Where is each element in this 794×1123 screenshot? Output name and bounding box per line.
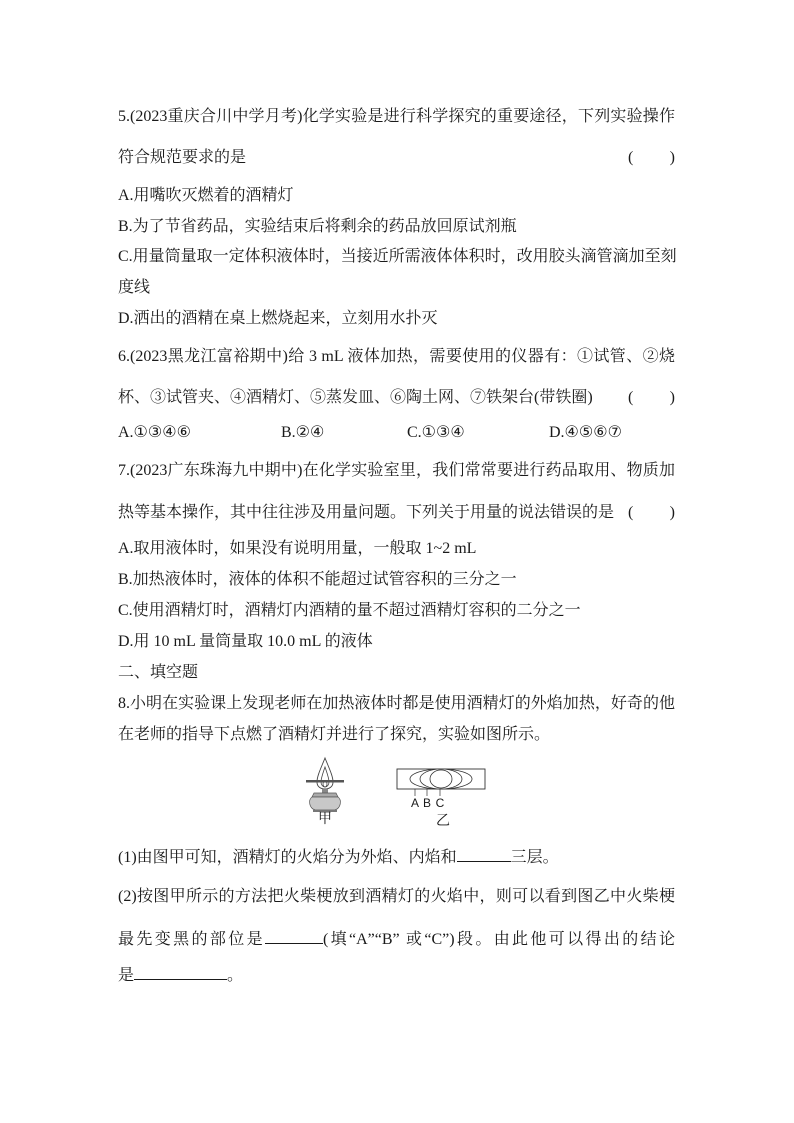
q7-option-a: A.取用液体时，如果没有说明用量，一般取 1~2 mL	[118, 540, 477, 557]
q8-stem-line-1: 8.小明在实验课上发现老师在加热液体时都是使用酒精灯的外焰加热，好奇的他	[118, 695, 675, 712]
q7-option-b: B.加热液体时，液体的体积不能超过试管容积的三分之一	[118, 571, 517, 588]
q7-stem-line-1: 7.(2023广东珠海九中期中)在化学实验室里，我们常常要进行药品取用、物质加	[118, 462, 675, 479]
lamp-flame-outer	[317, 758, 333, 789]
answer-blank	[457, 847, 511, 862]
lamp-body	[310, 797, 341, 810]
figure-label-yi: 乙	[436, 814, 450, 829]
segment-label-b: B	[422, 796, 431, 810]
q5-option-b: B.为了节省药品，实验结束后将剩余的药品放回原试剂瓶	[118, 218, 517, 235]
q6-answer-bracket: ( )	[628, 389, 675, 406]
q7-option-d: D.用 10 mL 量筒量取 10.0 mL 的液体	[118, 633, 373, 650]
q6-option-b: B.②④	[281, 424, 325, 441]
q5-stem-line-1: 5.(2023重庆合川中学月考)化学实验是进行科学探究的重要途径，下列实验操作	[118, 108, 675, 125]
matchstick-in-flame	[306, 780, 344, 783]
lamp-cap	[312, 793, 338, 797]
q6-stem-line-1: 6.(2023黑龙江富裕期中)给 3 mL 液体加热，需要使用的仪器有：①试管、②烧	[118, 348, 675, 365]
char-mark-inner	[430, 770, 452, 788]
q8-sub1-text-before: (1)由图甲可知，酒精灯的火焰分为外焰、内焰和	[118, 849, 457, 866]
q6-stem-line-2: 杯、③试管夹、④酒精灯、⑤蒸发皿、⑥陶土网、⑦铁架台(带铁圈)	[118, 389, 593, 406]
q6-option-d: D.④⑤⑥⑦	[549, 424, 622, 441]
q7-option-c: C.使用酒精灯时，酒精灯内酒精的量不超过酒精灯容积的二分之一	[118, 602, 581, 619]
figure-label-jia: 甲	[318, 812, 332, 827]
segment-label-a: A	[410, 796, 419, 810]
q8-sub2-line-2	[118, 929, 675, 949]
alcohol-lamp-icon	[306, 758, 344, 812]
experiment-figure	[295, 752, 495, 814]
answer-blank	[134, 965, 227, 980]
q5-option-d: D.洒出的酒精在桌上燃烧起来，立刻用水扑灭	[118, 310, 438, 327]
q8-sub1-text-after: 三层。	[510, 849, 559, 866]
section-heading: 二、填空题	[118, 664, 199, 681]
q8-sub2-line2-after: (填“A”“B” 或“C”)段。由此他可以得出的结论	[322, 931, 675, 948]
segment-label-c: C	[435, 796, 445, 810]
q8-sub2-line3-before: 是	[118, 967, 135, 984]
char-mark-outer	[410, 769, 472, 789]
q7-stem-line-2: 热等基本操作，其中往往涉及用量问题。下列关于用量的说法错误的是	[118, 504, 615, 521]
q5-stem-line-2: 符合规范要求的是	[118, 149, 247, 166]
q8-sub2-line2-before: 最先变黑的部位是	[118, 931, 265, 948]
char-mark-middle	[420, 769, 462, 789]
burnt-matchstick-icon	[397, 769, 485, 796]
q6-option-a: A.①③④⑥	[118, 424, 191, 441]
q5-option-c-line-2: 度线	[118, 279, 151, 296]
q8-stem-line-2: 在老师的指导下点燃了酒精灯并进行了探究，实验如图所示。	[118, 726, 551, 743]
q8-sub1	[118, 847, 559, 867]
answer-blank	[265, 929, 323, 944]
q8-sub2-line3-after: 。	[227, 967, 244, 984]
q5-answer-bracket: ( )	[628, 149, 675, 166]
q5-option-c-line-1: C.用量筒量取一定体积液体时，当接近所需液体体积时，改用胶头滴管滴加至刻	[118, 248, 677, 265]
q6-option-c: C.①③④	[407, 424, 465, 441]
lamp-wick-holder	[322, 789, 328, 793]
q8-sub2-line-1: (2)按图甲所示的方法把火柴梗放到酒精灯的火焰中，则可以看到图乙中火柴梗	[118, 888, 675, 905]
q7-answer-bracket: ( )	[628, 504, 675, 521]
q8-sub2-line-3	[118, 965, 243, 985]
q5-option-a: A.用嘴吹灭燃着的酒精灯	[118, 187, 294, 204]
